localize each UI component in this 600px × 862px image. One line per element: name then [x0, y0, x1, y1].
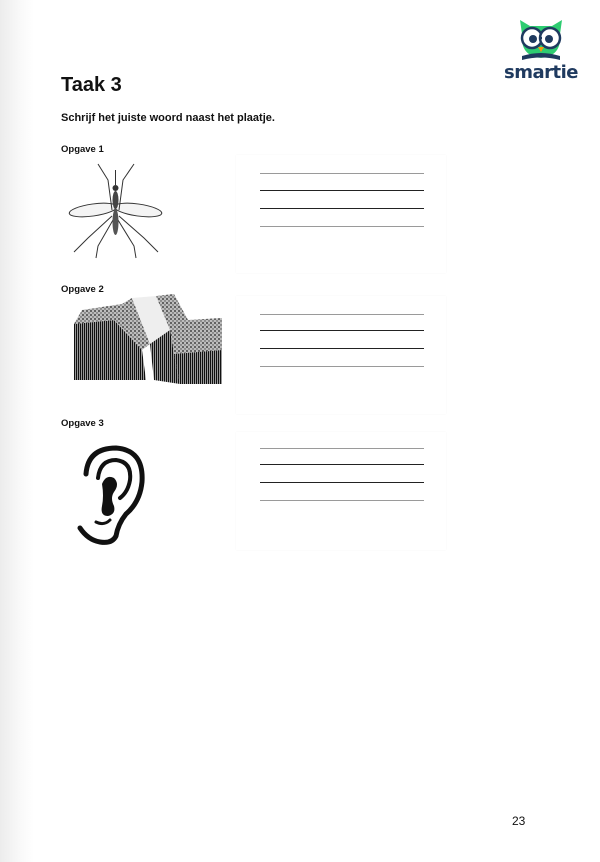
answer-line[interactable] [260, 448, 424, 449]
answer-line[interactable] [260, 500, 424, 501]
mosquito-icon [68, 160, 163, 260]
logo-text: smartie [504, 62, 578, 83]
page-number: 23 [512, 814, 526, 828]
answer-lines-3 [236, 432, 446, 550]
exercise-2-label: Opgave 2 [61, 284, 104, 295]
page-edge-shadow [0, 0, 34, 862]
task-title: Taak 3 [61, 74, 122, 96]
answer-line[interactable] [260, 208, 424, 209]
task-instruction: Schrijf het juiste woord naast het plaatje. [61, 112, 275, 124]
answer-line[interactable] [260, 482, 424, 483]
owl-icon [514, 16, 568, 62]
answer-line[interactable] [260, 464, 424, 465]
answer-line[interactable] [260, 314, 424, 315]
mosquito-image [68, 160, 163, 265]
answer-line[interactable] [260, 330, 424, 331]
answer-line[interactable] [260, 366, 424, 367]
answer-line[interactable] [260, 348, 424, 349]
exercise-3-label: Opgave 3 [61, 418, 104, 429]
answer-lines-2 [236, 296, 446, 414]
ear-icon [76, 444, 148, 546]
answer-lines-1 [236, 155, 446, 273]
gap-icon [70, 294, 226, 386]
answer-line[interactable] [260, 173, 424, 174]
ear-image [76, 444, 148, 551]
gap-image [70, 294, 226, 391]
exercise-1-label: Opgave 1 [61, 144, 104, 155]
answer-line[interactable] [260, 226, 424, 227]
answer-line[interactable] [260, 190, 424, 191]
smartie-logo [504, 16, 578, 88]
